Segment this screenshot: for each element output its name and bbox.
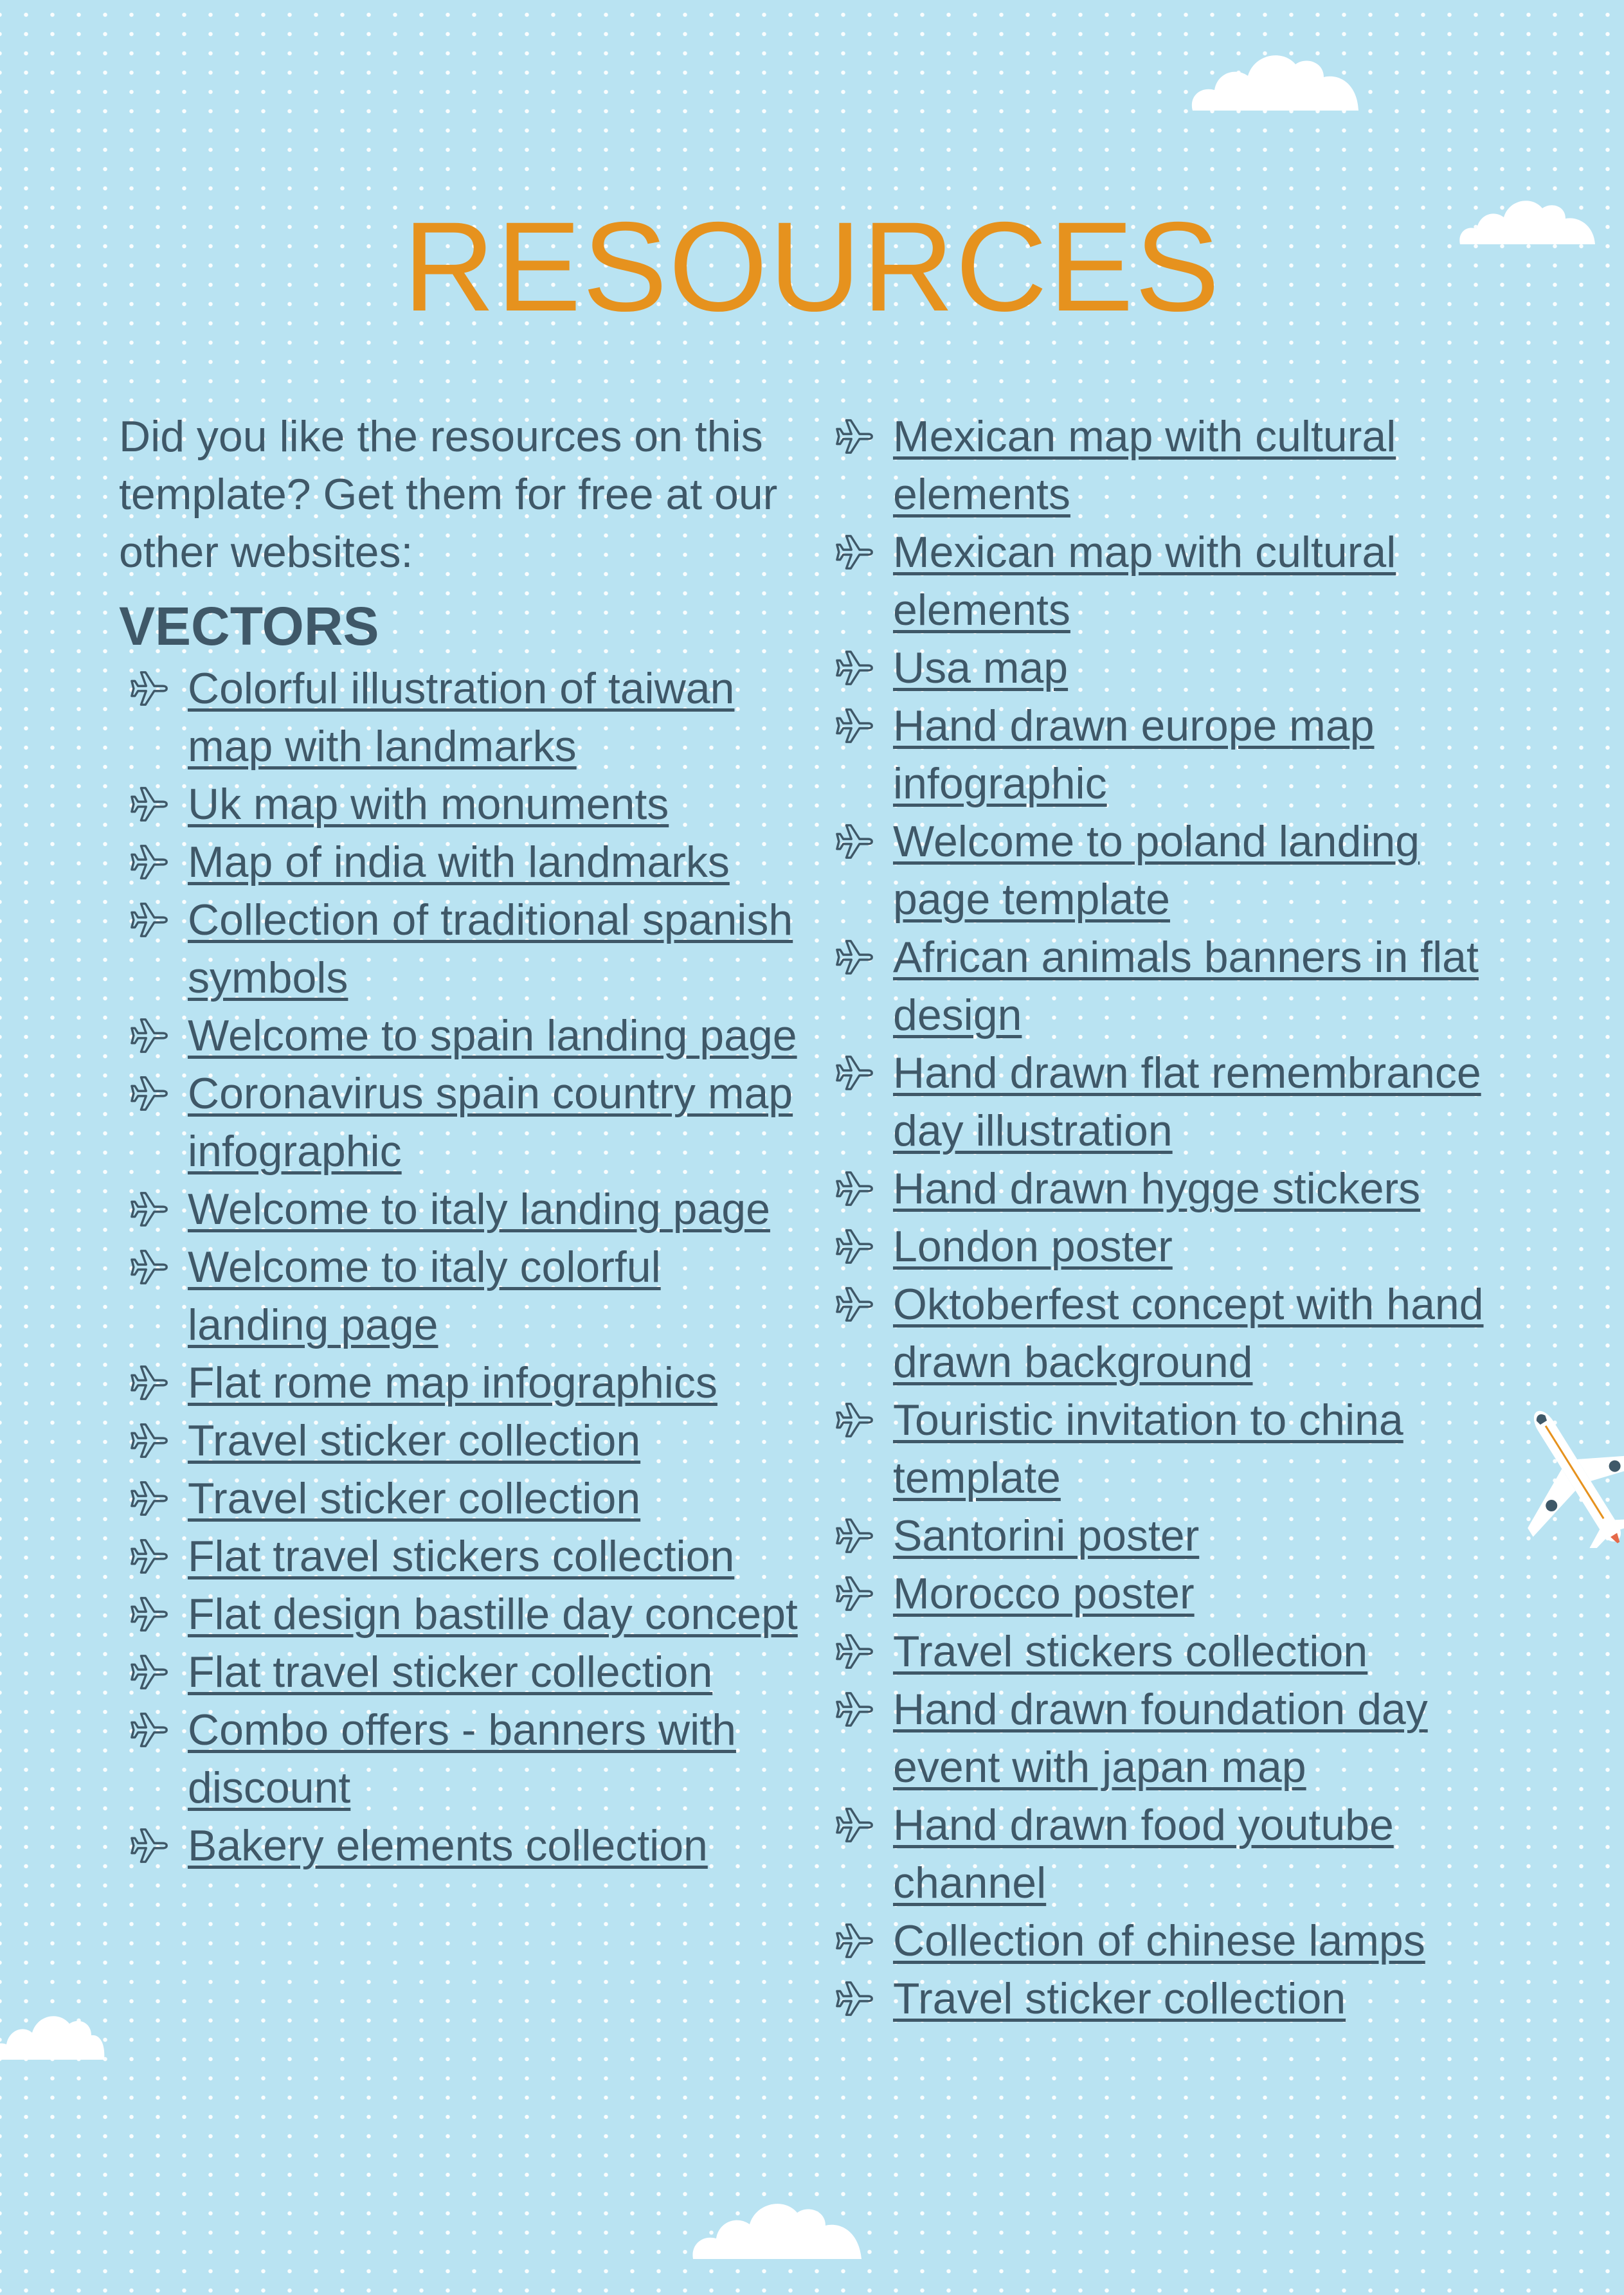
right-column bbox=[836, 408, 1517, 2028]
resource-list-item bbox=[836, 813, 1517, 928]
resource-list-item bbox=[836, 1044, 1517, 1160]
airplane-icon bbox=[131, 1585, 177, 1643]
resource-link[interactable]: Hand drawn europe map infographic bbox=[893, 701, 1375, 808]
airplane-icon bbox=[836, 1391, 882, 1449]
airplane-icon bbox=[131, 1643, 177, 1701]
resource-list-item bbox=[836, 1680, 1517, 1796]
resource-list-item bbox=[131, 1585, 813, 1643]
airplane-icon bbox=[836, 639, 882, 697]
airplane-icon bbox=[836, 523, 882, 581]
resource-list-item bbox=[836, 1218, 1517, 1275]
resource-list-item bbox=[836, 697, 1517, 813]
resource-list-item bbox=[131, 1180, 813, 1238]
resource-link[interactable]: Travel sticker collection bbox=[188, 1416, 641, 1465]
vectors-list-right bbox=[836, 408, 1517, 2028]
intro-text: Did you like the resources on this template? Get them for free at our other websites: bbox=[119, 412, 778, 577]
resource-list-item bbox=[836, 1970, 1517, 2028]
resource-link[interactable]: Mexican map with cultural elements bbox=[893, 412, 1396, 519]
airplane-icon bbox=[131, 1354, 177, 1412]
airplane-icon bbox=[836, 1507, 882, 1565]
resource-link[interactable]: Welcome to spain landing page bbox=[188, 1011, 797, 1060]
resource-link[interactable]: Flat travel stickers collection bbox=[188, 1532, 735, 1581]
page-title: RESOURCES bbox=[402, 195, 1222, 338]
airplane-icon bbox=[131, 1817, 177, 1875]
airplane-icon bbox=[836, 1160, 882, 1218]
airplane-icon bbox=[836, 1218, 882, 1275]
resource-list-item bbox=[836, 1796, 1517, 1912]
airplane-icon bbox=[836, 408, 882, 465]
resource-list-item bbox=[131, 660, 813, 775]
resource-list-item bbox=[131, 1470, 813, 1527]
resource-list-item bbox=[836, 1391, 1517, 1507]
resource-link[interactable]: Flat design bastille day concept bbox=[188, 1590, 798, 1639]
airplane-illustration-icon bbox=[1525, 1394, 1624, 1548]
resource-list-item bbox=[131, 775, 813, 833]
resource-link[interactable]: Flat travel sticker collection bbox=[188, 1648, 713, 1697]
resource-link[interactable]: African animals banners in flat design bbox=[893, 933, 1479, 1040]
resource-link[interactable]: Oktoberfest concept with hand drawn background bbox=[893, 1280, 1484, 1387]
resource-link[interactable]: Uk map with monuments bbox=[188, 780, 669, 829]
resource-link[interactable]: Touristic invitation to china template bbox=[893, 1396, 1403, 1502]
resource-list-item bbox=[131, 1643, 813, 1701]
resource-list-item bbox=[131, 1817, 813, 1875]
airplane-icon bbox=[836, 1565, 882, 1623]
airplane-icon bbox=[836, 1970, 882, 2028]
resource-link[interactable]: Santorini poster bbox=[893, 1511, 1200, 1560]
airplane-icon bbox=[131, 1701, 177, 1759]
resource-list-item bbox=[836, 1565, 1517, 1623]
resource-link[interactable]: Combo offers - banners with discount bbox=[188, 1706, 736, 1812]
resource-link[interactable]: Hand drawn hygge stickers bbox=[893, 1164, 1421, 1213]
resource-list-item bbox=[131, 1007, 813, 1065]
resource-list-item bbox=[131, 1065, 813, 1180]
resource-list-item bbox=[836, 1275, 1517, 1391]
resource-link[interactable]: Hand drawn flat remembrance day illustration bbox=[893, 1048, 1481, 1155]
resource-list-item bbox=[131, 1527, 813, 1585]
resource-list-item bbox=[836, 1160, 1517, 1218]
airplane-icon bbox=[131, 1412, 177, 1470]
left-column bbox=[119, 408, 813, 1875]
resource-link[interactable]: Welcome to italy colorful landing page bbox=[188, 1243, 661, 1349]
airplane-icon bbox=[836, 1275, 882, 1333]
vectors-list-left bbox=[131, 660, 813, 1875]
airplane-icon bbox=[836, 928, 882, 986]
cloud-icon bbox=[688, 2192, 868, 2263]
resource-list-item bbox=[836, 1507, 1517, 1565]
airplane-icon bbox=[836, 1680, 882, 1738]
cloud-icon bbox=[0, 2006, 106, 2064]
resource-list-item bbox=[836, 1912, 1517, 1970]
resource-link[interactable]: Hand drawn food youtube channel bbox=[893, 1801, 1394, 1907]
resource-list-item bbox=[836, 1623, 1517, 1680]
airplane-icon bbox=[131, 891, 177, 949]
airplane-icon bbox=[131, 1470, 177, 1527]
resource-list-item bbox=[836, 928, 1517, 1044]
resource-list-item bbox=[131, 1412, 813, 1470]
airplane-icon bbox=[131, 833, 177, 891]
resource-link[interactable]: Colorful illustration of taiwan map with landmarks bbox=[188, 664, 735, 771]
cloud-icon bbox=[1186, 45, 1366, 116]
vectors-heading: VECTORS bbox=[119, 596, 379, 656]
resource-link[interactable]: Morocco poster bbox=[893, 1569, 1195, 1618]
resource-link[interactable]: Usa map bbox=[893, 644, 1069, 692]
resource-link[interactable]: Travel stickers collection bbox=[893, 1627, 1368, 1676]
resource-link[interactable]: Hand drawn foundation day event with japan map bbox=[893, 1685, 1428, 1792]
airplane-icon bbox=[836, 1796, 882, 1854]
airplane-icon bbox=[131, 1180, 177, 1238]
resource-list-item bbox=[131, 1701, 813, 1817]
resource-link[interactable]: London poster bbox=[893, 1222, 1173, 1271]
resource-link[interactable]: Map of india with landmarks bbox=[188, 838, 730, 887]
resource-link[interactable]: Flat rome map infographics bbox=[188, 1358, 717, 1407]
resource-list-item bbox=[131, 833, 813, 891]
airplane-icon bbox=[131, 1065, 177, 1122]
resource-link[interactable]: Travel sticker collection bbox=[893, 1974, 1346, 2023]
resource-list-item bbox=[131, 1354, 813, 1412]
resource-link[interactable]: Mexican map with cultural elements bbox=[893, 528, 1396, 634]
resource-list-item bbox=[836, 523, 1517, 639]
airplane-icon bbox=[131, 660, 177, 717]
resource-link[interactable]: Welcome to poland landing page template bbox=[893, 817, 1420, 924]
airplane-icon bbox=[131, 1527, 177, 1585]
airplane-icon bbox=[131, 775, 177, 833]
resource-list-item bbox=[836, 408, 1517, 523]
airplane-icon bbox=[131, 1238, 177, 1296]
airplane-icon bbox=[836, 813, 882, 870]
resource-list-item bbox=[131, 891, 813, 1007]
airplane-icon bbox=[836, 1623, 882, 1680]
resource-link[interactable]: Coronavirus spain country map infographic bbox=[188, 1069, 793, 1176]
airplane-icon bbox=[131, 1007, 177, 1065]
airplane-icon bbox=[836, 1044, 882, 1102]
resource-list-item bbox=[836, 639, 1517, 697]
resource-link[interactable]: Collection of traditional spanish symbols bbox=[188, 896, 793, 1002]
resource-link[interactable]: Travel sticker collection bbox=[188, 1474, 641, 1523]
resource-link[interactable]: Bakery elements collection bbox=[188, 1821, 708, 1870]
airplane-icon bbox=[836, 697, 882, 755]
resource-link[interactable]: Collection of chinese lamps bbox=[893, 1916, 1425, 1965]
resource-list-item bbox=[131, 1238, 813, 1354]
airplane-icon bbox=[836, 1912, 882, 1970]
resource-link[interactable]: Welcome to italy landing page bbox=[188, 1185, 770, 1234]
